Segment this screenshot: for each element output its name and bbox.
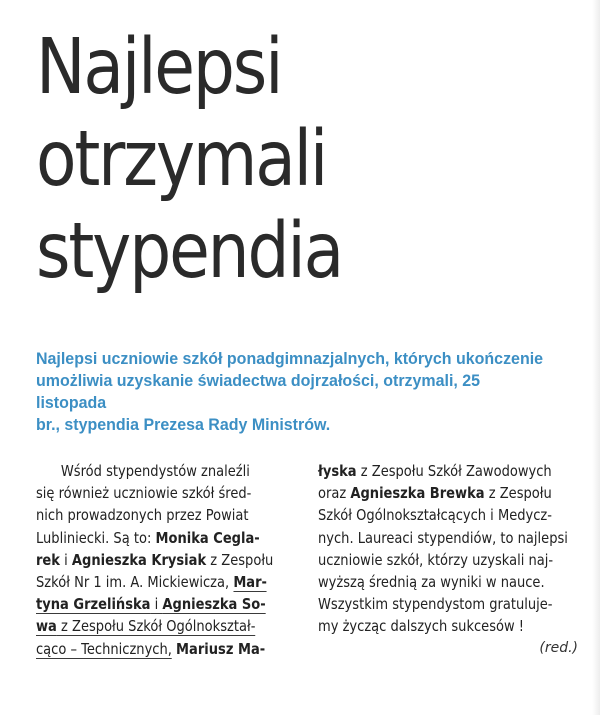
student-name: Agnieszka Brewka xyxy=(350,484,485,503)
body-column-left xyxy=(36,460,273,660)
body-line xyxy=(36,615,273,637)
body-column-right xyxy=(318,460,568,638)
body-text: cąco – Technicznych, xyxy=(36,639,172,658)
student-name: wa xyxy=(36,617,57,636)
student-name: Monika Cegla- xyxy=(155,528,260,547)
body-line: nych. Laureaci stypendiów, to najlepsi xyxy=(318,528,568,547)
body-line: uczniowie szkół, którzy uzyskali naj- xyxy=(318,550,554,569)
student-name: rek xyxy=(36,550,60,569)
body-line xyxy=(36,571,273,593)
body-text: i xyxy=(59,550,72,569)
student-name: Mar- xyxy=(233,573,267,592)
article-signature: (red.) xyxy=(539,640,578,656)
headline-line-3: stypendia xyxy=(36,207,343,296)
body-line xyxy=(36,638,273,660)
body-line: wyższą średnią za wyniki w nauce. xyxy=(318,573,545,592)
student-name: Mariusz Ma- xyxy=(176,639,266,658)
body-line: się również uczniowie szkół śred- xyxy=(36,484,252,503)
student-name: Agnieszka Krysiak xyxy=(71,550,207,569)
body-text: i xyxy=(150,595,163,614)
body-text: Szkół Nr 1 im. A. Mickiewicza, xyxy=(36,573,234,592)
body-line xyxy=(318,460,568,482)
article-lead xyxy=(36,348,548,436)
body-line xyxy=(36,549,273,571)
body-line: my życząc dalszych sukcesów ! xyxy=(318,617,525,636)
headline-line-1: Najlepsi xyxy=(36,23,282,112)
body-line xyxy=(318,482,568,504)
body-line: nich prowadzonych przez Powiat xyxy=(36,506,249,525)
student-name: Agnieszka So- xyxy=(162,595,266,614)
body-text: z Zespołu xyxy=(206,550,274,569)
student-name: tyna Grzelińska xyxy=(36,595,151,614)
student-name: łyska xyxy=(318,462,357,480)
body-text: Lubliniecki. Są to: xyxy=(36,528,156,547)
body-text: z Zespołu Szkół Zawodowych xyxy=(356,462,552,480)
lead-line-1: Najlepsi uczniowie szkół ponadgimnazjalnych, których ukończenie xyxy=(36,349,544,368)
lead-line-3: br., stypendia Prezesa Rady Ministrów. xyxy=(36,415,331,434)
lead-line-2: umożliwia uzyskanie świadectwa dojrzałości, otrzymali, 25 listopada xyxy=(36,371,481,412)
body-text: z Zespołu Szkół Ogólnokształ- xyxy=(56,617,256,636)
body-line xyxy=(36,460,273,482)
headline-line-2: otrzymali xyxy=(36,115,327,204)
body-line: Wszystkim stypendystom gratuluje- xyxy=(318,595,553,614)
body-line xyxy=(36,593,273,615)
body-line: Szkół Ogólnokształcących i Medycz- xyxy=(318,506,552,525)
body-text: z Zespołu xyxy=(484,484,552,503)
body-text: Wśród stypendystów znaleźli xyxy=(60,462,250,480)
page-edge-shadow xyxy=(592,0,600,715)
body-text: oraz xyxy=(318,484,351,503)
article-headline xyxy=(36,22,500,298)
body-line xyxy=(36,527,273,549)
